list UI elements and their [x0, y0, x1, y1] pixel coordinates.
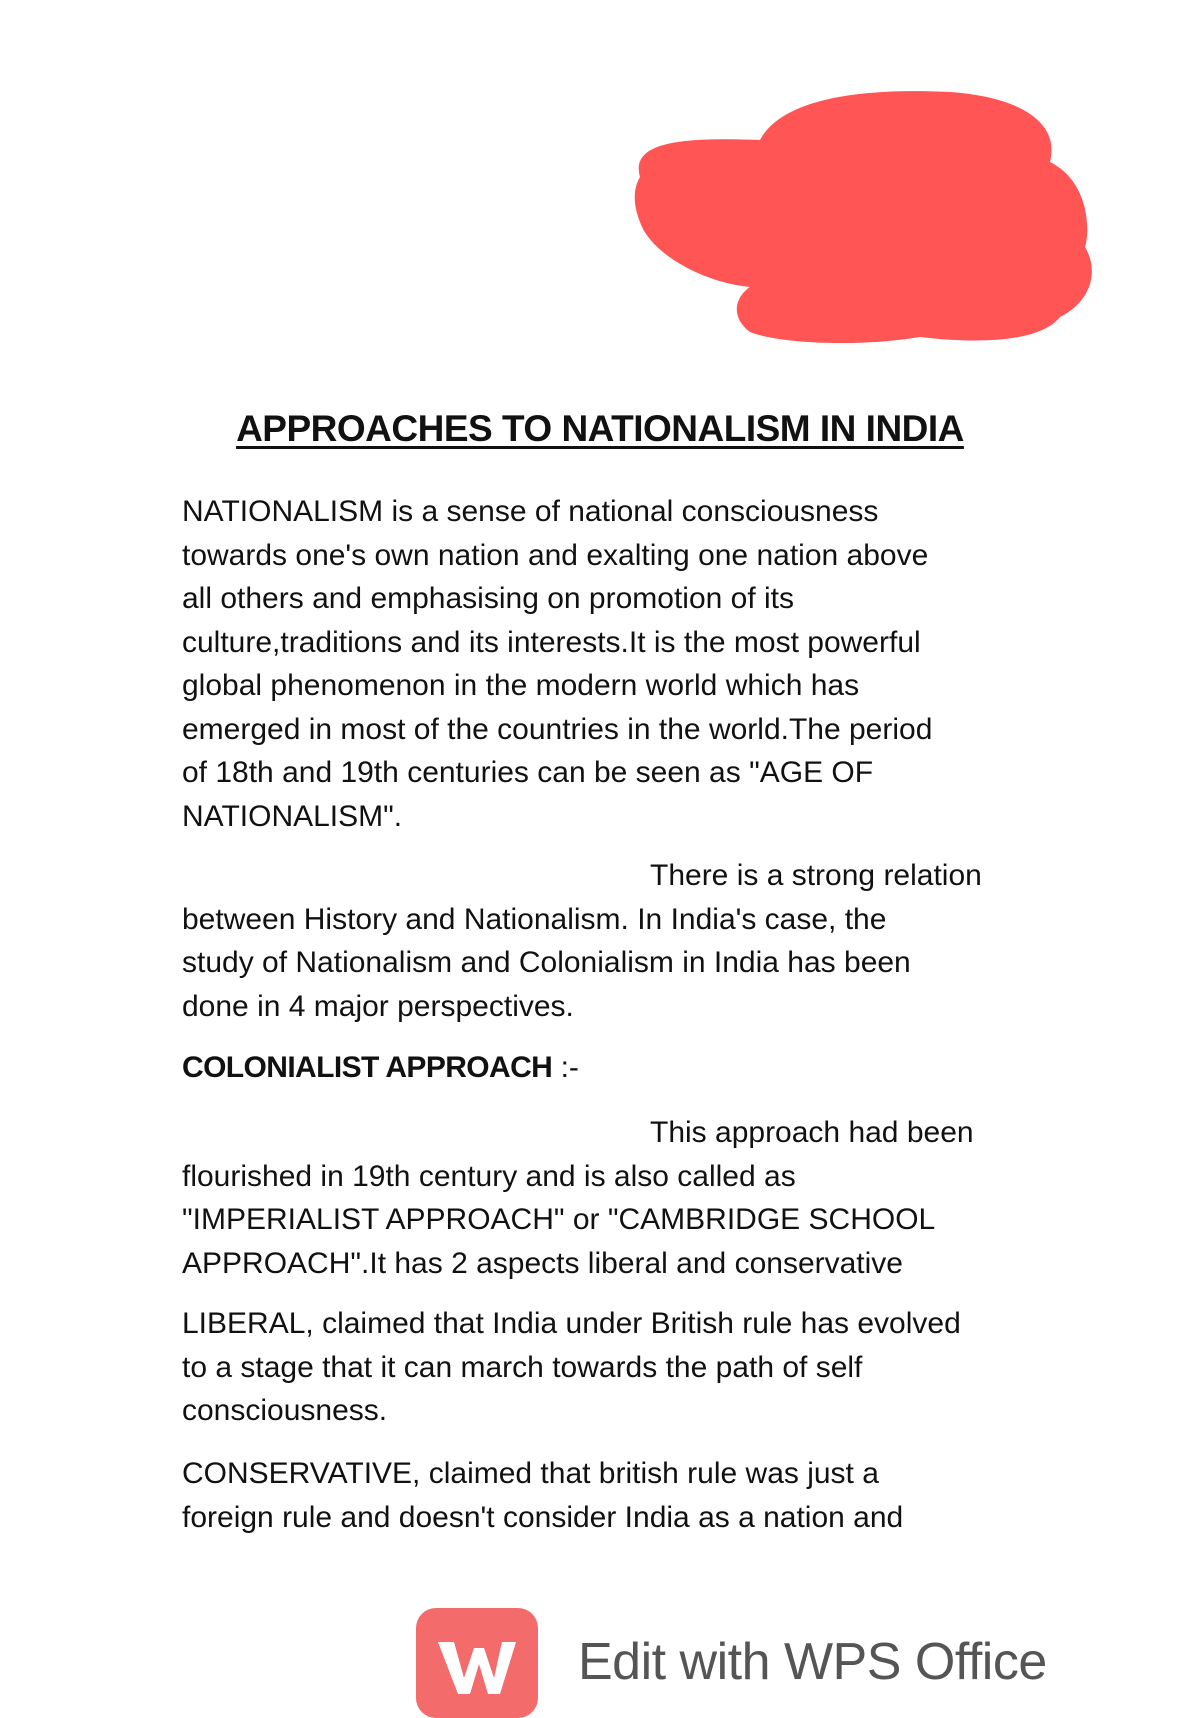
paragraph-line: global phenomenon in the modern world which has [182, 669, 860, 702]
wps-logo-icon[interactable] [416, 1608, 538, 1718]
colonialist-paragraph [182, 1111, 1082, 1285]
paragraph-line: between History and Nationalism. In India's case, the [182, 902, 887, 936]
paragraph-line: "IMPERIALIST APPROACH" or "CAMBRIDGE SCHOOL [182, 1203, 936, 1236]
paragraph-line: to a stage that it can march towards the path of self [182, 1350, 863, 1384]
conservative-paragraph [182, 1452, 1082, 1539]
paragraph-line: LIBERAL, claimed that India under British rule has evolved [182, 1307, 961, 1340]
paragraph-line: There is a strong relation [650, 859, 982, 892]
relation-paragraph [182, 854, 1082, 1028]
wps-watermark-text[interactable]: Edit with WPS Office [578, 1633, 1047, 1691]
paragraph-line: all others and emphasising on promotion of its [182, 582, 795, 615]
paragraph-line: NATIONALISM". [182, 799, 403, 833]
paragraph-line: emerged in most of the countries in the world.The period [182, 712, 933, 746]
paragraph-line: APPROACH".It has 2 aspects liberal and conservative [182, 1246, 903, 1280]
intro-paragraph [182, 490, 1082, 838]
paragraph-line: towards one's own nation and exalting one nation above [182, 538, 929, 572]
paragraph-line: flourished in 19th century and is also called as [182, 1159, 796, 1193]
section-heading-suffix: :- [552, 1051, 579, 1084]
paragraph-line: of 18th and 19th centuries can be seen as "AGE OF [182, 756, 874, 789]
paragraph-line: CONSERVATIVE, claimed that british rule was just a [182, 1457, 879, 1490]
paragraph-line: This approach had been [650, 1116, 974, 1149]
paragraph-line: study of Nationalism and Colonialism in India has been [182, 946, 911, 979]
wps-w-glyph [436, 1638, 518, 1698]
page-title: APPROACHES TO NATIONALISM IN INDIA [236, 408, 964, 449]
section-heading-text: COLONIALIST APPROACH [182, 1051, 553, 1084]
paragraph-line: done in 4 major perspectives. [182, 989, 574, 1023]
paragraph-line: foreign rule and doesn't consider India as a nation and [182, 1500, 904, 1534]
liberal-paragraph [182, 1302, 1082, 1433]
paragraph-line: culture,traditions and its interests.It is the most powerful [182, 625, 921, 659]
section-heading-colonialist [182, 1046, 579, 1090]
redaction-scribble [620, 82, 1100, 352]
paragraph-line: consciousness. [182, 1394, 388, 1427]
paragraph-line: NATIONALISM is a sense of national consciousness [182, 495, 879, 528]
